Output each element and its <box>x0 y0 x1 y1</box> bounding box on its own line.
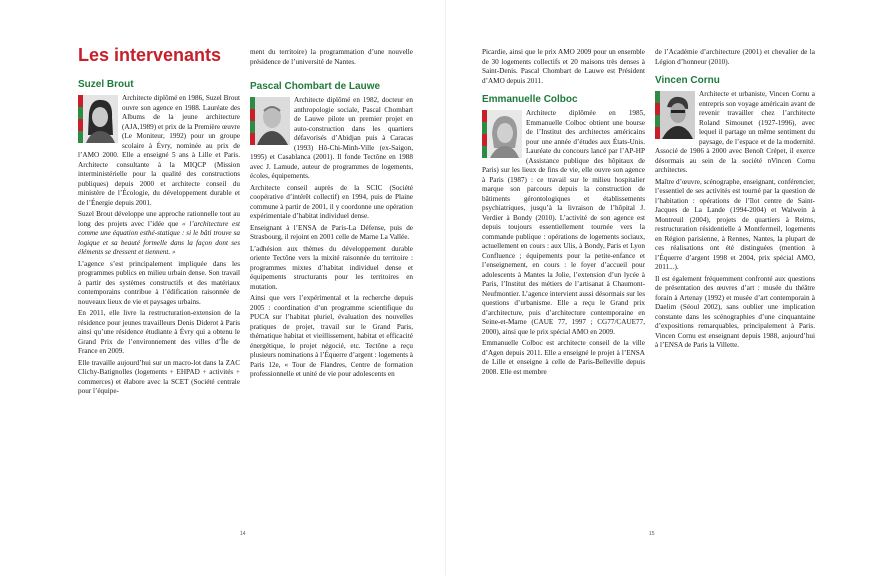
paragraph: Architecte diplômée en 1985, Emmanuelle Colboc obtient une bourse de l’Institut des architectes américains pour une année d’études aux États-Unis. Lauréate du concours lancé par l’AP-HP (Assistance publique des hôpitaux de Paris) sur les lieux de fins de vie, elle ouvre son agence à Paris (1987) : ce travail sur le milieu hospitalier marque son parcours depuis la construction de bâtiments gérontologiques et établissements psychiatriques, jusqu’à la livraison de l’hôpital J. Verdier à Bondy (2010). L’activité de son agence est depuis toujours essentiellement tournée vers la commande publique : opérations de logements sociaux, actuellement en cours : aux Ulis, à Bondy, Paris et Lyon Confluence ; équipements pour la petite-enfance et l’enseignement, en cours : le foyer d’accueil pour adolescents à Mantes la Jolie, l’extension d’un lycée à Paris, l’Institut des métiers de l’artisanat à Chaumont-Neufmontier. L’agence intervient aussi désormais sur les questions d’urbanisme. Elle a reçu le Grand prix d’architecture, puis d’architecture contemporaine en Seine-et-Marne (CAUE 77, 1997 ; CG77/CAUE77, 2000), ainsi que le prix spécial AMO en 2009. <box>482 109 645 336</box>
paragraph: Ainsi que vers l’expérimental et la recherche depuis 2005 : coordination d’un programme scientifique du PUCA sur l’habitat pluriel, évaluation des nouvelles pratiques de projet, travail sur le Grand Paris, thématique habitat et vieillissement, habitat et efficacité énergétique, le projet négocié, etc. Tectône a reçu plusieurs nominations à l’Équerre d’argent : logements à Paris 12e, « Tour de Flandres, Centre de formation professionnelle et unité de vie pour adolescents en <box>250 294 413 378</box>
paragraph: L’adhésion aux thèmes du développement durable oriente Tectône vers la mixité raisonnée du territoire : programmes mixtes d’habitat individuel dense et équipements structurants pour les territoires en mutation. <box>250 244 413 291</box>
bio-cornu <box>655 90 815 176</box>
paragraph: Architecte diplômé en 1982, docteur en anthropologie sociale, Pascal Chombart de Lauwe pilote un premier projet en auto-construction dans les quartiers défavorisés d’Abidjan puis à Caracas (1993) Hô-Chi-Minh-Ville (ex-Saigon, 1995) et Casablanca (2001). Il fonde Tectône en 1988 avec J. Lamude, auteur de programmes de logements, écoles, équipements. <box>250 96 413 180</box>
paragraph: Architecte diplômé en 1986, Suzel Brout ouvre son agence en 1988. Lauréate des Albums de la jeune architecture (AJA,1989) et prix de la Première œuvre (Le Moniteur, 1992) pour un groupe scolaire à Évry, nominée au prix de l’AMO 2000. Elle a enseigné 5 ans à Lille et Paris. Architecte consultante à la MIQCP (Mission interministérielle pour la qualité des constructions publiques) depuis 2000 et architecte conseil du ministère de l’Écologie, du développement durable et de l’Énergie depuis 2001. <box>78 94 240 207</box>
paragraph: Architecte conseil auprès de la SCIC (Société coopérative d’intérêt collectif) en 1994, puis de Plaine commune à partir de 2001, il y coordonne une opération expérimentale d’habitat individuel dense. <box>250 183 413 220</box>
paragraph: Elle travaille aujourd’hui sur un macro-lot dans la ZAC Clichy-Batignolles (logements + EHPAD + activités + commerces) et élabore avec la SCET (Société centrale pour l’équipe- <box>78 358 240 395</box>
person-photo-icon <box>482 110 522 158</box>
name-heading-cornu: Vincen Cornu <box>655 75 720 86</box>
paragraph: Architecte et urbaniste, Vincen Cornu a entrepris son voyage américain avant de revenir travailler chez l’architecte Roland Simounet (1927-1996), avec lequel il partage un même sentiment du paysage, de l’espace et de la modernité. Associé de 1986 à 2000 avec Benoît Crépet, il exerce désormais au sein de la société nVincen Cornu architectes. <box>655 90 815 174</box>
paragraph <box>78 210 240 258</box>
page-gutter <box>445 0 446 575</box>
bio-brout <box>78 94 240 210</box>
paragraph: En 2011, elle livre la restructuration-extension de la résidence pour jeunes travailleurs Denis Diderot à Paris ainsi qu’une résidence étudiante à Évry qui a obtenu le Grand Prix de l’environnement des villes d’Île de France en 2009. <box>78 309 240 355</box>
name-heading-brout: Suzel Brout <box>78 79 134 90</box>
bio-chombart <box>250 96 413 184</box>
name-heading-colboc: Emmanuelle Colboc <box>482 94 578 105</box>
bio-colboc <box>482 109 645 337</box>
column-2 <box>250 48 413 382</box>
page-number-left: 14 <box>240 531 246 537</box>
column-4 <box>655 48 815 353</box>
paragraph: Maître d’œuvre, scénographe, enseignant, conférencier, l’essentiel de ses activités est tourné par la question de l’habitation : opérations de l’îlot centre de Saint-Jacques de La Lande (1994-2004) et Walwein à Montreuil (2004), projets de quartiers à Reims, restructuration résidentielle à Montfermeil, logements en Région parisienne, à Rennes, Nantes, la plupart de ces réalisations ont été distinguées (mention à l’Équerre d’argent 1998 et 2004, prix spécial AMO, 2011...). <box>655 177 815 271</box>
paragraph: de l’Académie d’architecture (2001) et chevalier de la Légion d’honneur (2010). <box>655 48 815 66</box>
paragraph: Picardie, ainsi que le prix AMO 2009 pour un ensemble de 30 logements collectifs et 20 maisons très denses à Saint-Denis. Pascal Chombart de Lauwe est Président d’AMO depuis 2011. <box>482 48 645 85</box>
name-heading-chombart: Pascal Chombart de Lauwe <box>250 81 381 92</box>
paragraph: Il est également fréquemment confronté aux questions de présentation des œuvres d’art : musée du théâtre forain à Artenay (1992) et musée d’art contemporain à Daelim (Séoul 2002), sans oublier une implication constante dans les scénographies d’une cinquantaine d’expositions remarquables, principalement à Paris. Vincen Cornu est enseignant depuis 1988, aujourd’hui à l’ENSA de Paris la Villette. <box>655 274 815 349</box>
paragraph: L’agence s’est principalement impliquée dans les programmes publics en milieu urbain dense. Son travail à partir des systèmes constructifs et des matériaux contemporains contribue à l’édification raisonnée de nouveaux lieux de vie et paysages urbains. <box>78 259 240 306</box>
paragraph: Emmanuelle Colboc est architecte conseil de la ville d’Agen depuis 2011. Elle a enseigné le projet à l’ENSA de Lille et enseigne à celle de Paris-Belleville depuis 2008. Elle est membre <box>482 339 645 376</box>
person-photo-icon <box>250 97 290 145</box>
person-photo-icon <box>78 95 118 143</box>
paragraph: Enseignant à l’ENSA de Paris-La Défense, puis de Strasbourg, il rejoint en 2001 celle de Marne La Vallée. <box>250 223 413 241</box>
column-1 <box>78 45 240 399</box>
paragraph: ment du territoire) la programmation d’une nouvelle présidence de l’université de Nantes. <box>250 48 413 66</box>
quote: « l’architecture est comme une équation esthé-statique : si le bâti trouve sa logique et sa beauté formelle dans la façon dont ses éléments se dressent et tiennent. » <box>78 219 241 256</box>
column-3 <box>482 48 645 379</box>
page-number-right: 15 <box>649 531 655 537</box>
person-photo-icon <box>655 91 695 139</box>
paragraph-text: Suzel Brout développe une approche rationnelle tout au long des projets avec l’idée que <box>78 210 240 228</box>
page-title: Les intervenants <box>78 45 222 65</box>
